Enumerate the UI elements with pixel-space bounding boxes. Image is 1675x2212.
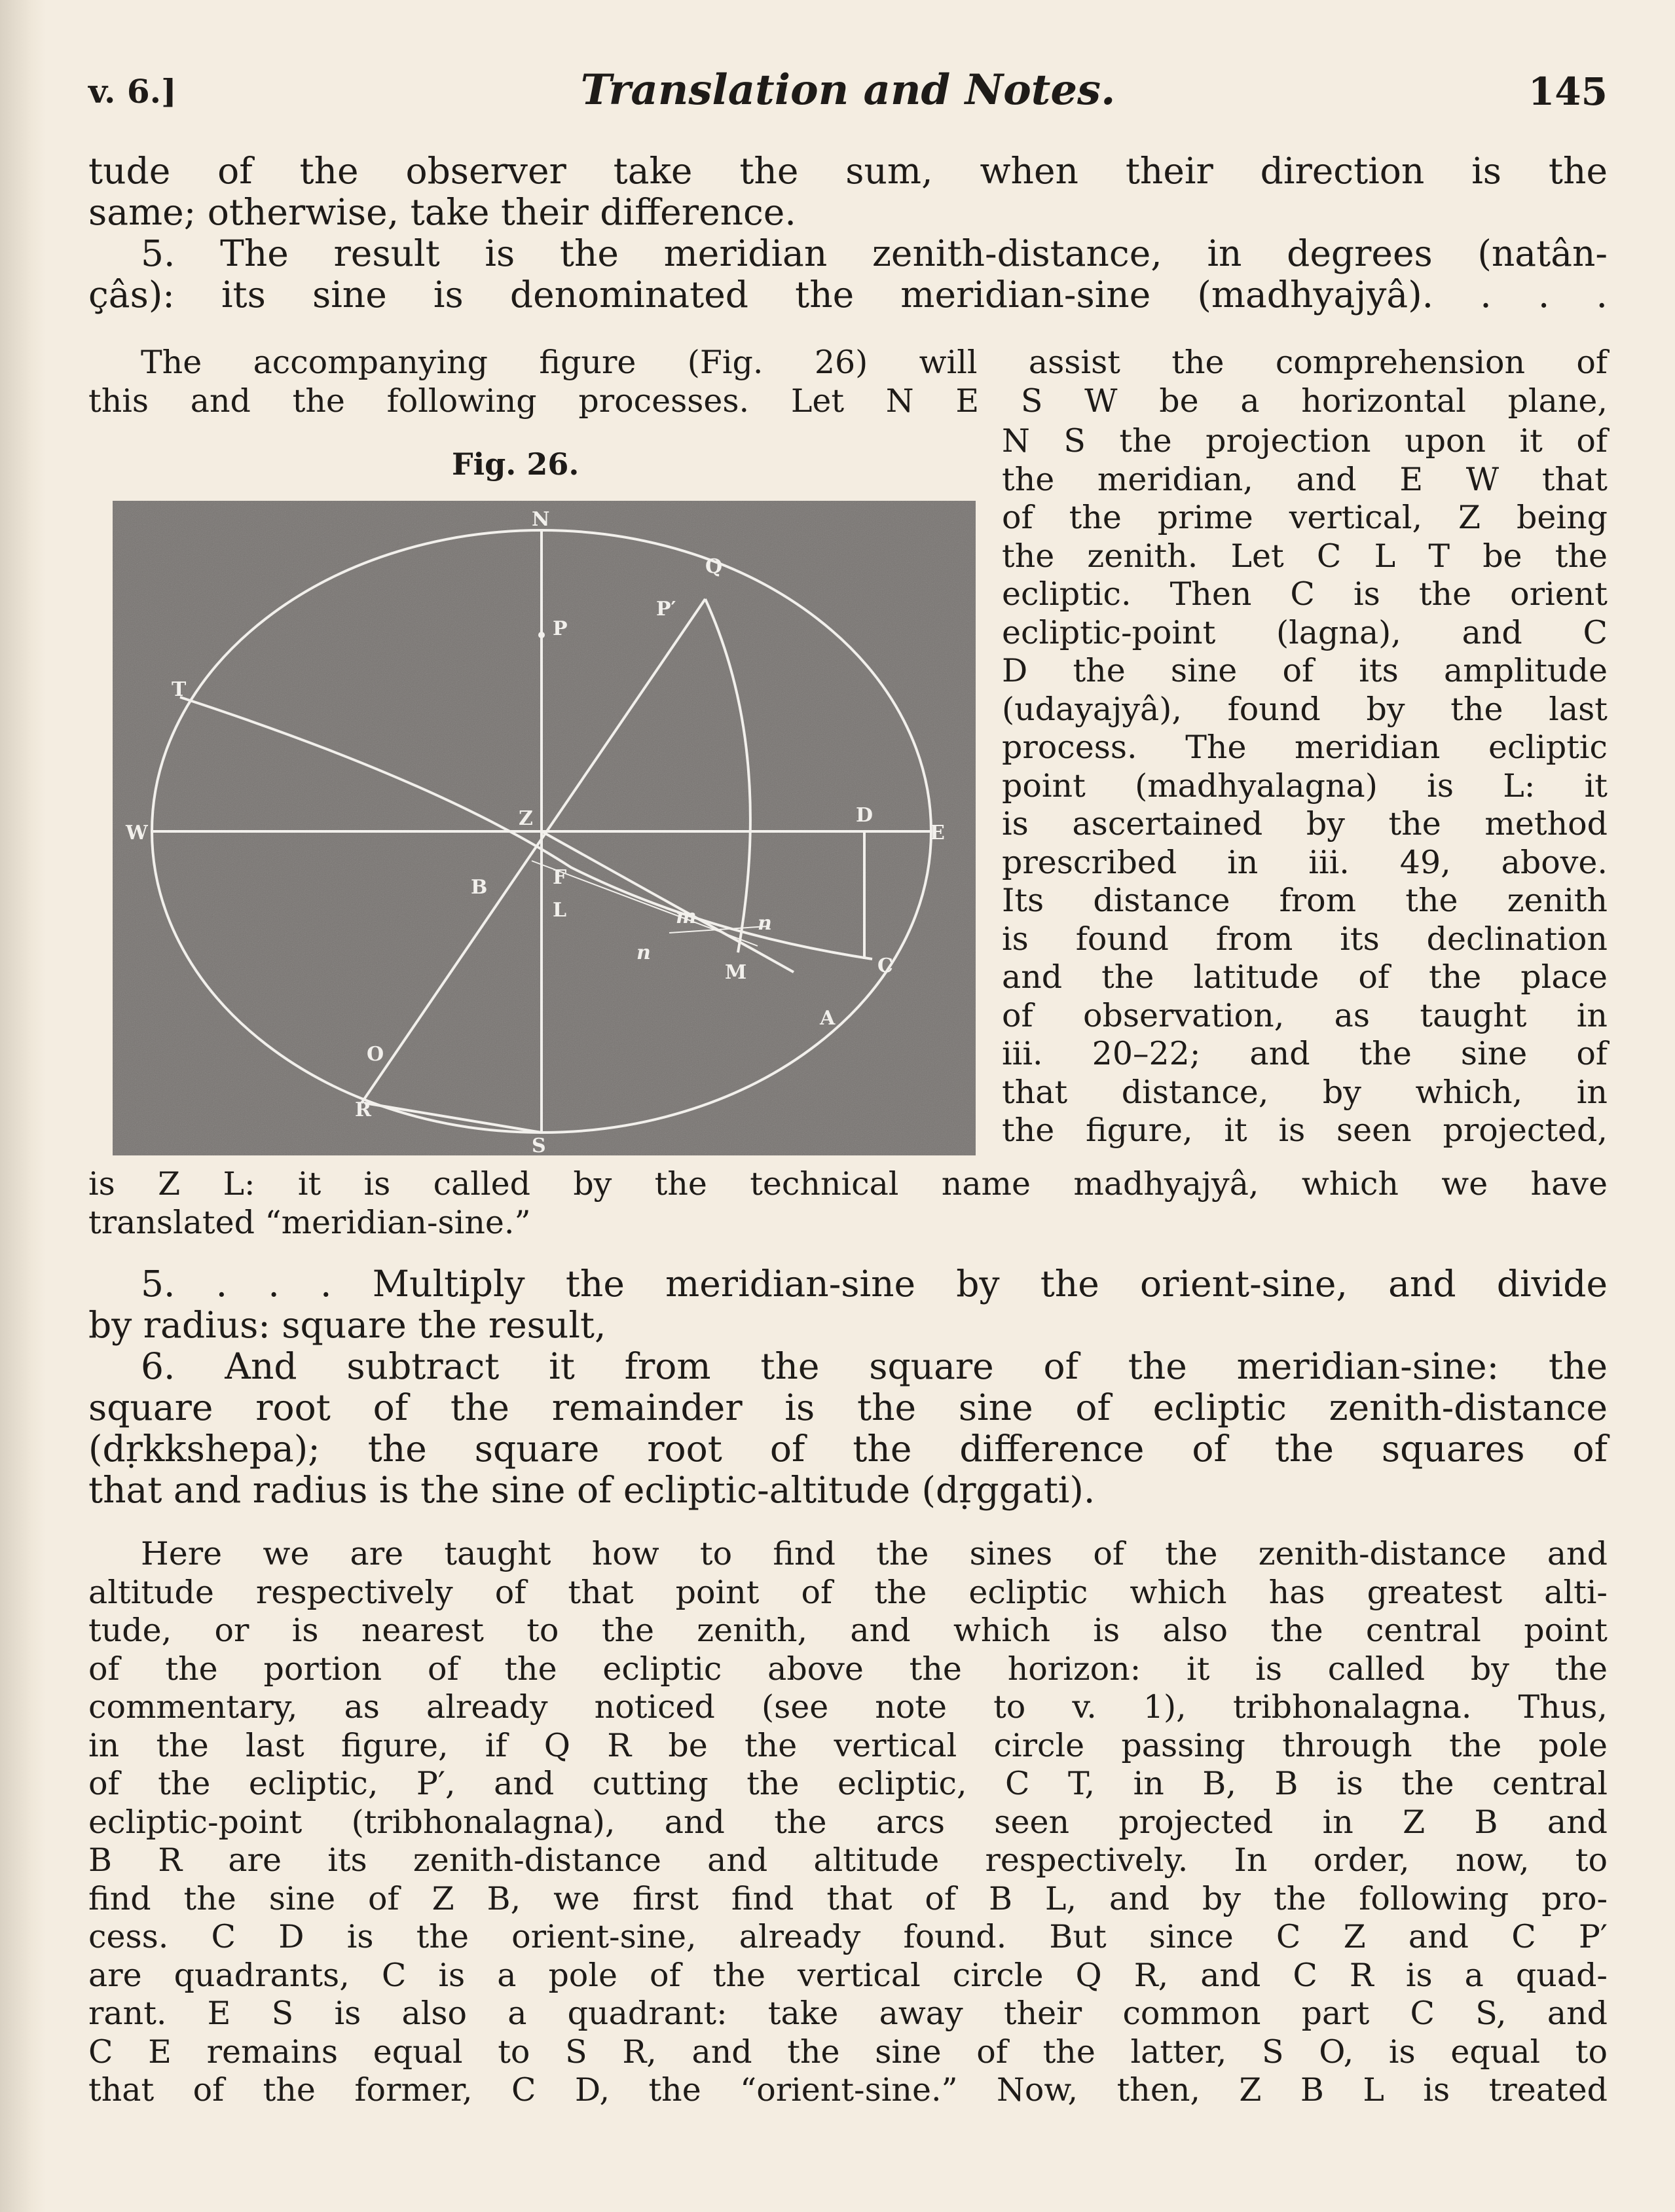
label-Z: Z — [519, 807, 533, 830]
text-line: tude of the observer take the sum, when their direction is the — [88, 150, 1608, 192]
figure-26 — [113, 501, 976, 1155]
text-line: square root of the remainder is the sine of ecliptic zenith-distance — [88, 1387, 1608, 1428]
text-line: 6. And subtract it from the square of the meridian-sine: the — [141, 1345, 1608, 1387]
label-P-prime: P′ — [656, 598, 676, 621]
text-line: find the sine of Z B, we first find that of B L, and by the following pro- — [88, 1879, 1608, 1917]
text-line: B R are its zenith-distance and altitude respectively. In order, now, to — [88, 1841, 1608, 1879]
text-line: (dṛkkshepa); the square root of the difference of the squares of — [88, 1428, 1608, 1470]
text-line: this and the following processes. Let N E S W be a horizontal plane, — [88, 382, 1608, 420]
text-line: 5. . . . Multiply the meridian-sine by the orient-sine, and divide — [141, 1263, 1608, 1305]
text-line: is ascertained by the method — [1002, 805, 1608, 843]
text-line: of the portion of the ecliptic above the horizon: it is called by the — [88, 1650, 1608, 1688]
figure-texture — [113, 501, 976, 1155]
text-line: D the sine of its amplitude — [1002, 652, 1608, 689]
label-L: L — [553, 899, 567, 922]
page-gutter — [0, 0, 46, 2212]
label-m: m — [676, 905, 697, 928]
text-line: is found from its declination — [1002, 920, 1608, 958]
text-line: in the last figure, if Q R be the vertical circle passing through the pole — [88, 1726, 1608, 1764]
text-line: by radius: square the result, — [88, 1304, 606, 1346]
label-R: R — [355, 1098, 371, 1121]
text-line: commentary, as already noticed (see note to v. 1), tribhonalagna. Thus, — [88, 1688, 1608, 1726]
label-F: F — [553, 866, 567, 889]
label-C: C — [877, 954, 893, 977]
label-B: B — [471, 876, 488, 899]
text-line: that of the former, C D, the “orient-sine.” Now, then, Z B L is treated — [88, 2071, 1608, 2109]
text-line: prescribed in iii. 49, above. — [1002, 843, 1608, 881]
text-line: are quadrants, C is a pole of the vertical circle Q R, and C R is a quad- — [88, 1956, 1608, 1994]
label-n: n — [758, 912, 772, 935]
label-M: M — [725, 961, 747, 984]
text-line: of the prime vertical, Z being — [1002, 499, 1608, 536]
text-line: Its distance from the zenith — [1002, 882, 1608, 919]
label-S: S — [532, 1134, 546, 1155]
text-line: same; otherwise, take their difference. — [88, 191, 796, 233]
text-line: cess. C D is the orient-sine, already found. But since C Z and C P′ — [88, 1918, 1608, 1955]
text-line: iii. 20–22; and the sine of — [1002, 1035, 1608, 1072]
text-line: ecliptic-point (lagna), and C — [1002, 613, 1608, 651]
text-line: The accompanying figure (Fig. 26) will assist the comprehension of — [141, 344, 1608, 381]
text-line: that distance, by which, in — [1002, 1073, 1608, 1111]
text-line: rant. E S is also a quadrant: take away their common part C S, and — [88, 1995, 1608, 2032]
text-line: çâs): its sine is denominated the meridian-sine (madhyajyâ). . . . — [88, 274, 1608, 316]
label-O: O — [367, 1043, 384, 1066]
commentary-paragraph-2 — [88, 1535, 1608, 2110]
text-line: of observation, as taught in — [1002, 996, 1608, 1034]
header-title: Translation and Notes. — [580, 65, 1116, 115]
text-line: of the ecliptic, P′, and cutting the ecliptic, C T, in B, B is the central — [88, 1765, 1608, 1802]
commentary-paragraph-1 — [88, 344, 1608, 420]
label-A: A — [820, 1007, 836, 1030]
text-line: Here we are taught how to find the sines of the zenith-distance and — [141, 1535, 1608, 1572]
text-line: tude, or is nearest to the zenith, and which is also the central point — [88, 1612, 1608, 1649]
text-line: ecliptic. Then C is the orient — [1002, 575, 1608, 613]
text-line: is Z L: it is called by the technical name madhyajyâ, which we have — [88, 1165, 1608, 1203]
label-N: N — [532, 508, 550, 531]
header-section-ref: v. 6.] — [88, 72, 177, 111]
text-line: the zenith. Let C L T be the — [1002, 537, 1608, 575]
commentary-paragraph-1-tail — [88, 1165, 1608, 1242]
label-Q: Q — [705, 555, 723, 578]
label-T: T — [172, 678, 187, 701]
text-line: and the latitude of the place — [1002, 958, 1608, 996]
pole-point — [538, 632, 545, 638]
label-E: E — [930, 822, 945, 844]
text-line: ecliptic-point (tribhonalagna), and the arcs seen projected in Z B and — [88, 1803, 1608, 1841]
text-line: 5. The result is the meridian zenith-distance, in degrees (natân- — [141, 232, 1608, 274]
text-line: process. The meridian ecliptic — [1002, 729, 1608, 766]
page-number: 145 — [1528, 69, 1608, 114]
text-line: point (madhyalagna) is L: it — [1002, 767, 1608, 805]
label-W: W — [126, 822, 148, 844]
label-P: P — [553, 617, 568, 640]
text-line: the meridian, and E W that — [1002, 460, 1608, 498]
figure-label: Fig. 26. — [452, 446, 580, 482]
text-line: C E remains equal to S R, and the sine of the latter, S O, is equal to — [88, 2033, 1608, 2071]
text-line: N S the projection upon it of — [1002, 422, 1608, 460]
label-n-2: n — [636, 941, 651, 964]
text-line: translated “meridian-sine.” — [88, 1203, 531, 1241]
text-line: that and radius is the sine of ecliptic-altitude (dṛggati). — [88, 1469, 1095, 1511]
text-line: (udayajyâ), found by the last — [1002, 690, 1608, 728]
running-header — [88, 65, 1608, 118]
verse-block-1 — [88, 151, 1608, 316]
text-line: altitude respectively of that point of the ecliptic which has greatest alti- — [88, 1573, 1608, 1611]
label-D: D — [856, 804, 874, 827]
figure-diagram — [113, 501, 976, 1155]
verse-block-2 — [88, 1263, 1608, 1511]
text-line: the figure, it is seen projected, — [1002, 1112, 1608, 1149]
figure-side-column — [1002, 422, 1608, 1150]
